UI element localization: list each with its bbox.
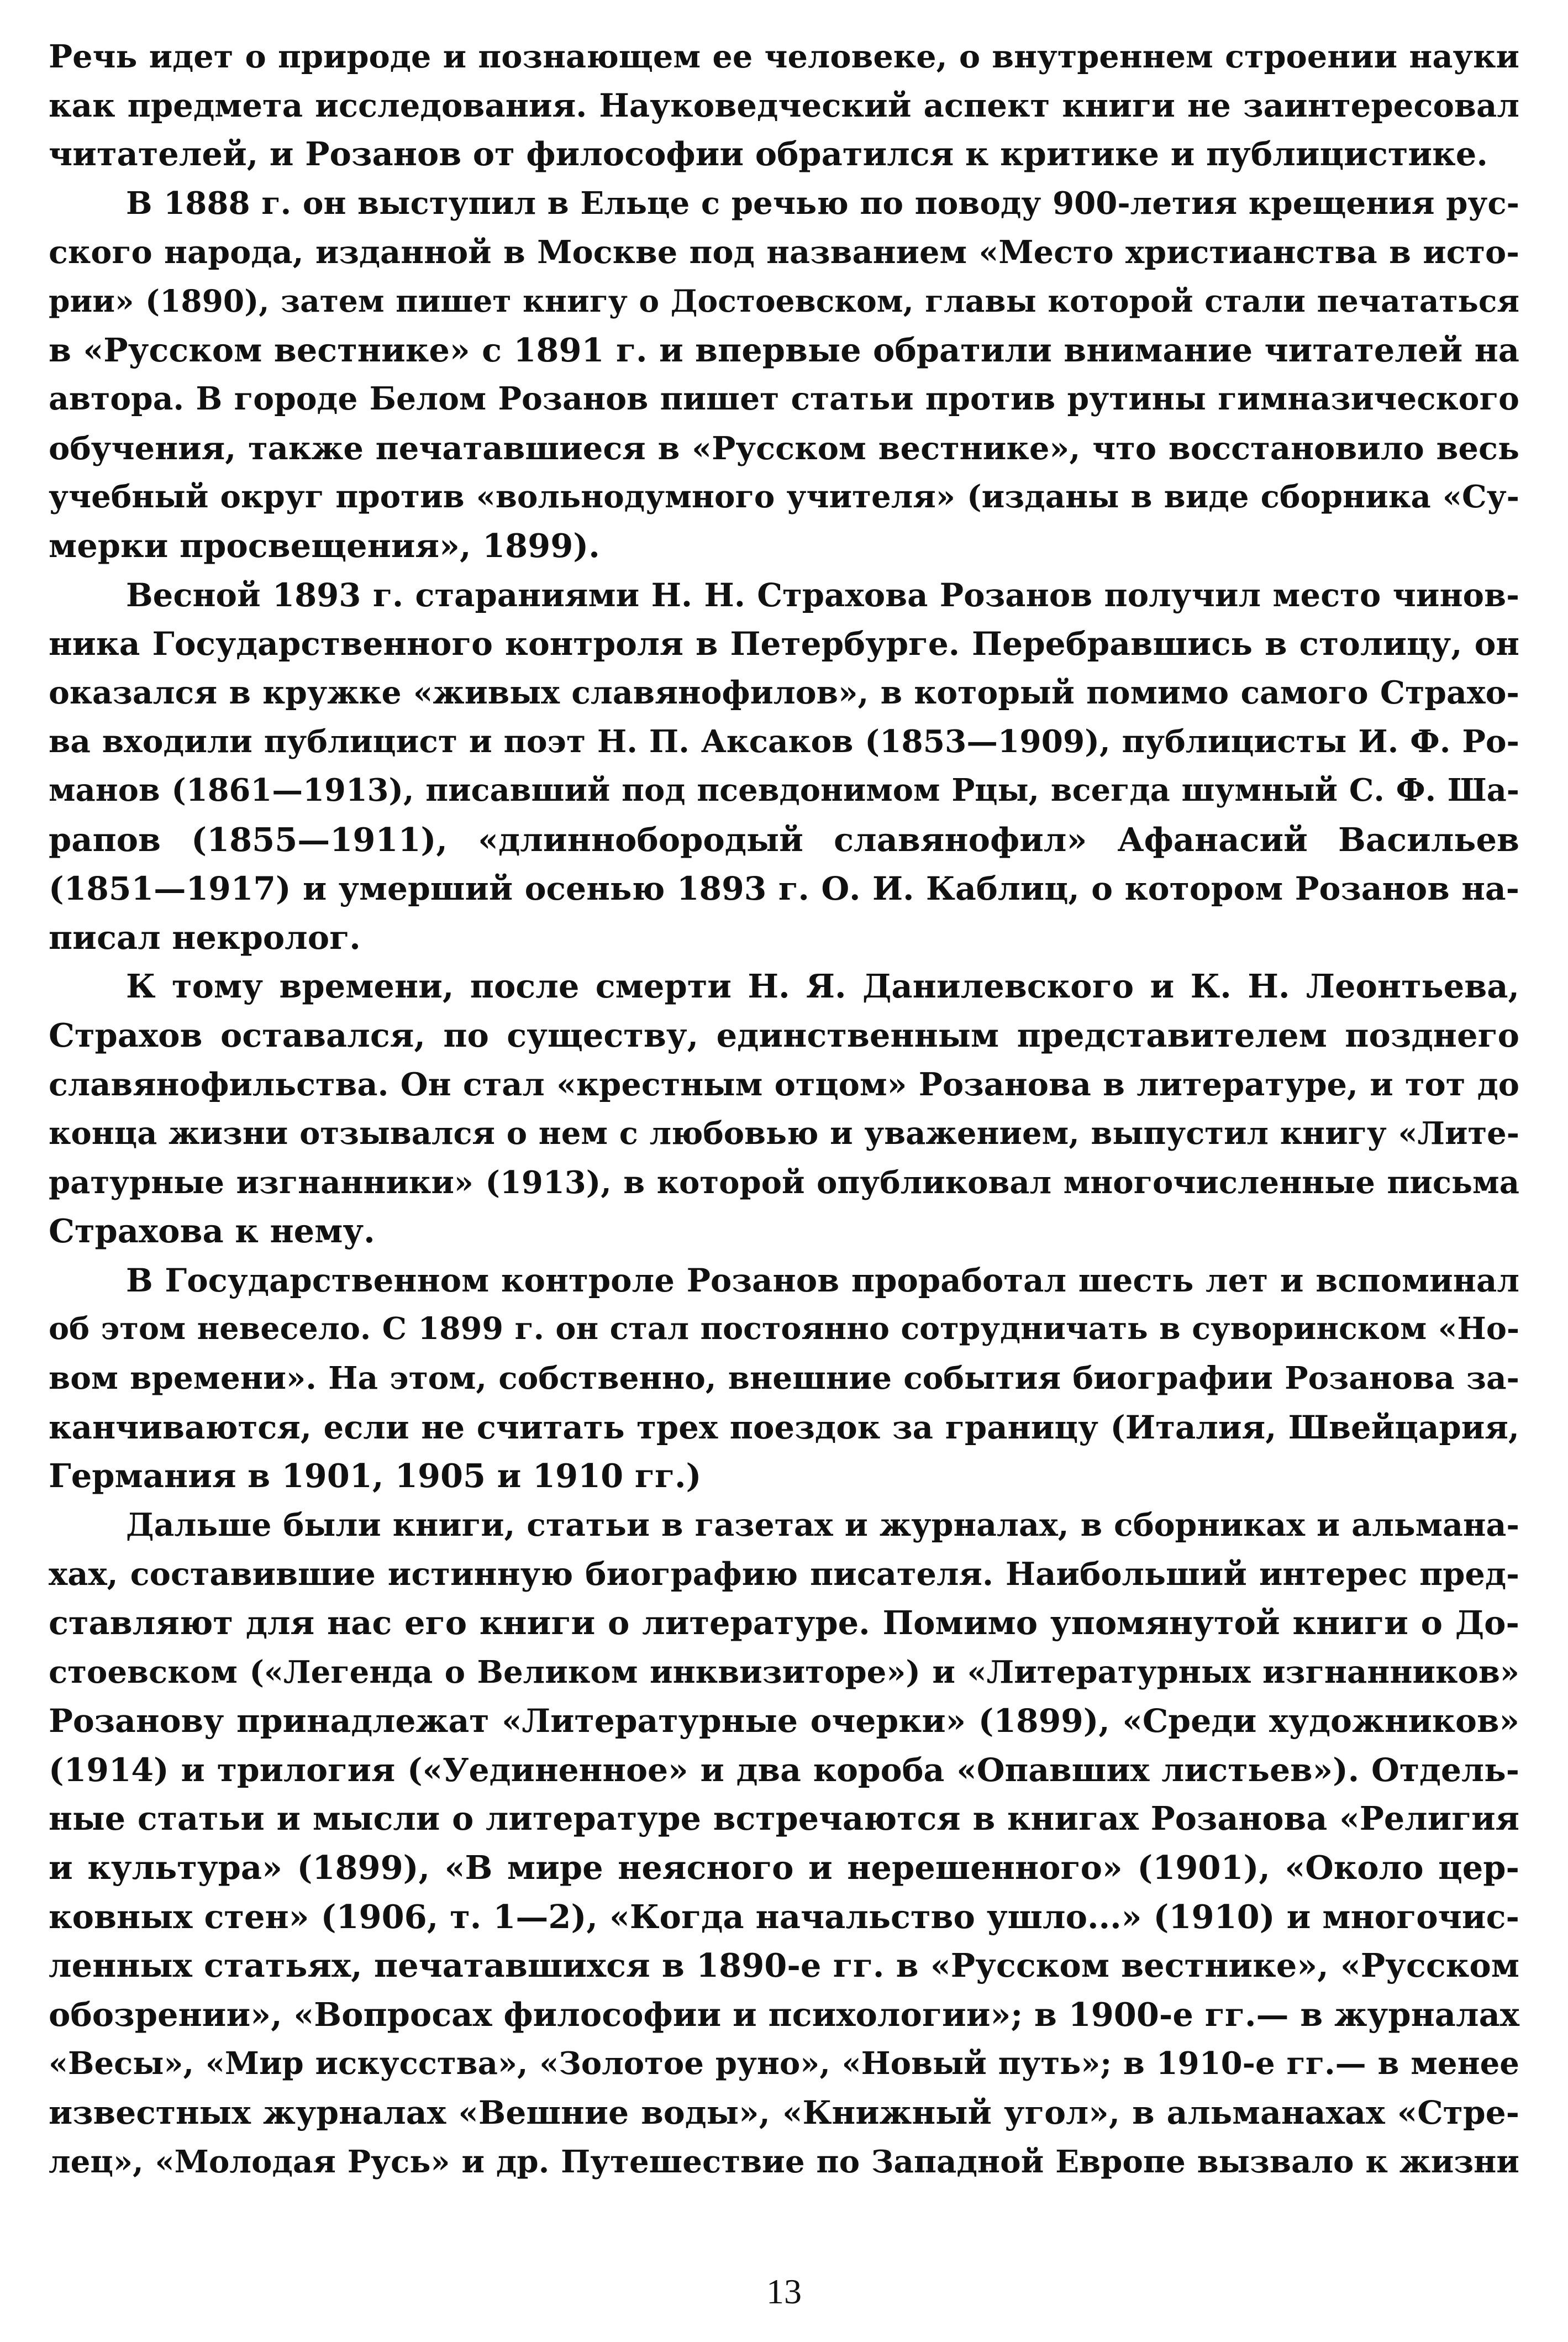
text-line: автора. В городе Белом Розанов пишет статьи против рутины гимназического — [49, 381, 1519, 418]
text-line: обучения, также печатавшиеся в «Русском вестнике», что восстановило весь — [49, 429, 1519, 467]
text-line: и культура» (1899), «В мире неясного и нерешенного» (1901), «Около цер- — [49, 1848, 1519, 1887]
text-line: ского народа, изданной в Москве под названием «Место христианства в исто- — [49, 233, 1519, 271]
text-line: вом времени». На этом, собственно, внешние события биографии Розанова за- — [49, 1360, 1519, 1397]
text-line: (1914) и трилогия («Уединенное» и два короба «Опавших листьев»). Отдель- — [49, 1750, 1519, 1789]
text-line: Весной 1893 г. стараниями Н. Н. Страхова Розанов получил место чинов- — [126, 576, 1519, 614]
text-line: как предмета исследования. Науковедческий аспект книги не заинтересовал — [49, 86, 1519, 124]
body-text — [49, 32, 1519, 2186]
text-line: ставляют для нас его книги о литературе. Помимо упомянутой книги о До- — [49, 1604, 1519, 1642]
text-line: читателей, и Розанов от философии обратился к критике и публицистике. — [49, 135, 1488, 174]
text-line: об этом невесело. С 1899 г. он стал постоянно сотрудничать в суворинском «Но- — [49, 1311, 1519, 1347]
text-line: Германия в 1901, 1905 и 1910 гг.) — [49, 1457, 702, 1495]
text-line: ленных статьях, печатавшихся в 1890-е гг. в «Русском вестнике», «Русском — [49, 1946, 1519, 1985]
text-line: учебный округ против «вольнодумного учителя» (изданы в виде сборника «Су- — [49, 479, 1519, 516]
text-line: обозрении», «Вопросах философии и психологии»; в 1900-е гг.— в журналах — [49, 1995, 1519, 2034]
text-line: ные статьи и мысли о литературе встречаются в книгах Розанова «Религия — [49, 1799, 1519, 1838]
text-line: «Весы», «Мир искусства», «Золотое руно», «Новый путь»; в 1910-е гг.— в менее — [49, 2045, 1519, 2082]
text-line: Дальше были книги, статьи в газетах и журналах, в сборниках и альмана- — [126, 1506, 1519, 1543]
text-line: Речь идет о природе и познающем ее человеке, о внутреннем строении науки — [49, 38, 1519, 75]
text-line: канчиваются, если не считать трех поездок за границу (Италия, Швейцария, — [49, 1408, 1519, 1446]
text-line: ника Государственного контроля в Петербурге. Перебравшись в столицу, он — [49, 624, 1519, 663]
text-line: стоевском («Легенда о Великом инквизиторе») и «Литературных изгнанников» — [49, 1653, 1519, 1690]
text-line: в «Русском вестнике» с 1891 г. и впервые обратили внимание читателей на — [49, 330, 1519, 369]
text-line: мерки просвещения», 1899). — [49, 526, 600, 565]
text-line: Страхов оставался, по существу, единственным представителем позднего — [49, 1016, 1519, 1054]
text-line: ратурные изгнанники» (1913), в которой опубликовал многочисленные письма — [49, 1164, 1519, 1201]
text-line: писал некролог. — [49, 918, 361, 957]
text-line: Страхова к нему. — [49, 1212, 375, 1251]
text-line: В 1888 г. он выступил в Ельце с речью по поводу 900-летия крещения рус- — [126, 185, 1519, 222]
text-line: К тому времени, после смерти Н. Я. Данилевского и К. Н. Леонтьева, — [126, 967, 1519, 1006]
text-line: манов (1861—1913), писавший под псевдонимом Рцы, всегда шумный С. Ф. Ша- — [49, 772, 1519, 808]
text-line: (1851—1917) и умерший осенью 1893 г. О. И. Каблиц, о котором Розанов на- — [49, 869, 1519, 908]
text-line: славянофильства. Он стал «крестным отцом» Розанова в литературе, и тот до — [49, 1065, 1519, 1104]
page-number: 13 — [766, 2272, 802, 2311]
text-line: Розанову принадлежат «Литературные очерки» (1899), «Среди художников» — [49, 1702, 1519, 1740]
text-line: ковных стен» (1906, т. 1—2), «Когда начальство ушло...» (1910) и многочис- — [49, 1897, 1519, 1936]
text-line: хах, составившие истинную биографию писателя. Наибольший интерес пред- — [49, 1555, 1519, 1593]
text-line: ва входили публицист и поэт Н. П. Аксаков (1853—1909), публицисты И. Ф. Ро- — [49, 723, 1519, 760]
text-line: В Государственном контроле Розанов проработал шесть лет и вспоминал — [126, 1261, 1519, 1299]
text-line: рапов (1855—1911), «длиннобородый славянофил» Афанасий Васильев — [49, 820, 1519, 859]
text-line: рии» (1890), затем пишет книгу о Достоевском, главы которой стали печататься — [49, 282, 1519, 319]
text-line: конца жизни отзывался о нем с любовью и уважением, выпустил книгу «Лите- — [49, 1115, 1519, 1152]
text-line: лец», «Молодая Русь» и др. Путешествие по Западной Европе вызвало к жизни — [49, 2143, 1519, 2180]
text-line: известных журналах «Вешние воды», «Книжный угол», в альманахах «Стре- — [49, 2093, 1519, 2131]
text-line: оказался в кружке «живых славянофилов», в который помимо самого Страхо- — [49, 674, 1519, 711]
